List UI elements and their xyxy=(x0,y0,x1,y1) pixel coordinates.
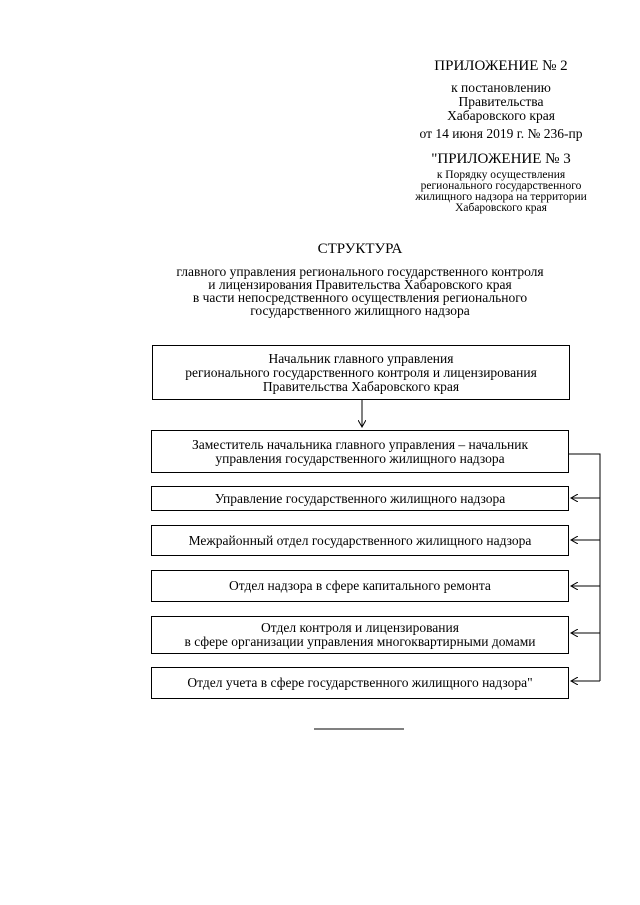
structure-subtitle-line: главного управления регионального государственного контроля xyxy=(176,264,544,279)
structure-subtitle-line: и лицензирования Правительства Хабаровского края xyxy=(208,277,512,292)
head-box xyxy=(152,345,570,400)
deputy-box-line: Заместитель начальника главного управления – начальник xyxy=(191,436,529,452)
unit-box-licensing xyxy=(151,616,569,654)
government: Правительства xyxy=(458,94,544,109)
order-line: к Порядку осуществления xyxy=(436,169,566,181)
structure-subtitle-line: государственного жилищного надзора xyxy=(250,303,470,318)
head-box-line: Начальник главного управления xyxy=(268,350,454,366)
appendix3-title: "ПРИЛОЖЕНИЕ № 3 xyxy=(431,151,571,167)
to-resolution: к постановлению xyxy=(451,80,551,95)
structure-title: СТРУКТУРА xyxy=(317,241,403,257)
unit-box-line: Управление государственного жилищного надзора xyxy=(214,490,506,506)
region: Хабаровского края xyxy=(447,108,555,123)
appendix-title: ПРИЛОЖЕНИЕ № 2 xyxy=(434,58,568,74)
unit-box-interdistrict xyxy=(151,525,569,556)
unit-box-line: в сфере организации управления многоквартирными домами xyxy=(184,634,536,649)
deputy-box-line: управления государственного жилищного надзора xyxy=(215,450,505,466)
order-line: жилищного надзора на территории xyxy=(415,191,587,203)
unit-box-line: Отдел надзора в сфере капитального ремонта xyxy=(229,578,491,593)
unit-box-capital-repair xyxy=(151,570,569,602)
date-number: от 14 июня 2019 г. № 236-пр xyxy=(419,126,583,141)
deputy-box xyxy=(151,430,569,473)
head-box-line: Правительства Хабаровского края xyxy=(262,378,460,394)
head-box-line: регионального государственного контроля и лицензирования xyxy=(185,364,537,380)
unit-box-accounting xyxy=(151,667,569,699)
structure-subtitle-line: в части непосредственного осуществления регионального xyxy=(192,290,528,305)
unit-box-line: Отдел контроля и лицензирования xyxy=(261,620,459,635)
unit-box-line: Межрайонный отдел государственного жилищного надзора xyxy=(188,532,532,548)
deputy-bracket-line xyxy=(569,454,600,681)
unit-box-line: Отдел учета в сфере государственного жилищного надзора" xyxy=(187,675,533,690)
order-line: регионального государственного xyxy=(420,180,582,192)
unit-box-housing-supervision xyxy=(151,486,569,511)
order-line: Хабаровского края xyxy=(455,202,547,214)
